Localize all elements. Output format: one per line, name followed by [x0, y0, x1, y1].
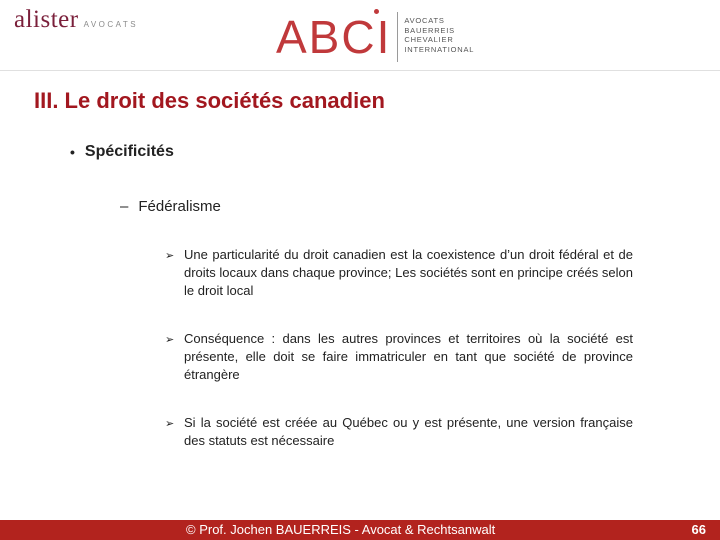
abci-line: BAUERREIS: [404, 25, 455, 35]
abci-lines: [404, 12, 474, 54]
footer-credit: © Prof. Jochen BAUERREIS - Avocat & Rechtsanwalt: [186, 522, 496, 537]
point-text: Si la société est créée au Québec ou y est présente, une version française des statuts est nécessaire: [184, 415, 633, 448]
point-text: Conséquence : dans les autres provinces et territoires où la société est présente, elle doit se faire immatriculer en tant que société de province étrangère: [184, 331, 633, 382]
arrow-bullet-icon: ➢: [165, 334, 175, 346]
abci-line: CHEVALIER: [404, 35, 454, 44]
dash-icon: –: [120, 198, 129, 215]
bullet-item: [70, 143, 174, 161]
page-number: 66: [691, 522, 706, 537]
subbullet-item: [120, 198, 221, 215]
footer-bar: [0, 520, 720, 540]
alister-subtitle: AVOCATS: [83, 20, 139, 29]
subbullet-label: Fédéralisme: [138, 198, 221, 215]
alister-wordmark: alister: [14, 6, 79, 33]
point-text: Une particularité du droit canadien est la coexistence d’un droit fédéral et de droits locaux dans chaque province; Les sociétés sont en principe créés selon le droit local: [184, 247, 633, 298]
alister-logo: [14, 6, 138, 34]
abci-line: INTERNATIONAL: [404, 44, 475, 54]
bullet-icon: •: [70, 144, 75, 160]
abci-line: AVOCATS: [404, 16, 445, 25]
bullet-label: Spécificités: [84, 143, 174, 160]
arrow-bullet-icon: ➢: [165, 418, 175, 430]
point-item: [165, 330, 633, 384]
point-item: [165, 414, 633, 450]
abci-letters: ABCI: [276, 11, 392, 63]
arrow-bullet-icon: ➢: [165, 250, 175, 262]
point-item: [165, 246, 633, 300]
slide-title: III. Le droit des sociétés canadien: [34, 88, 385, 113]
header-divider: [0, 70, 720, 71]
abci-divider: [397, 12, 398, 62]
abci-logo: [276, 12, 474, 62]
